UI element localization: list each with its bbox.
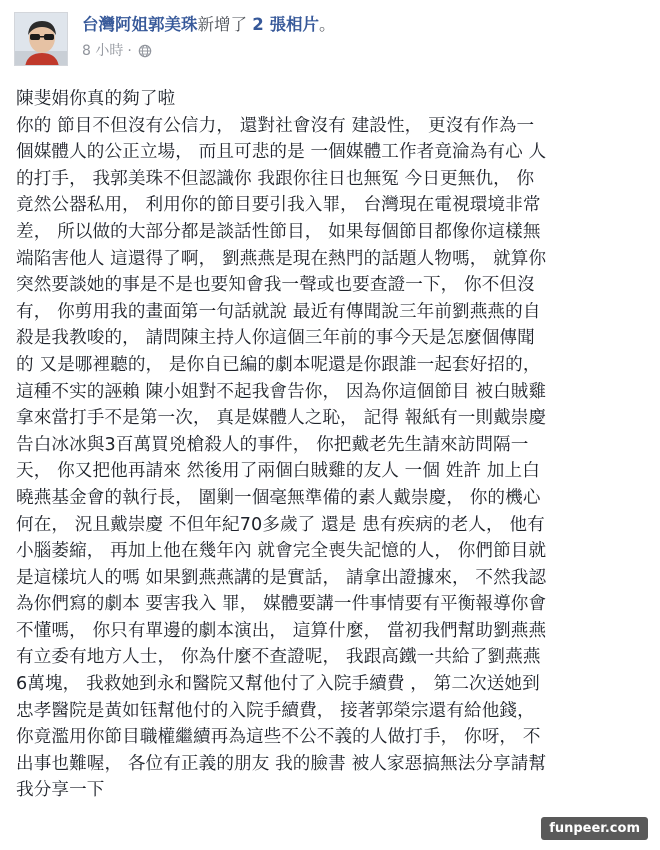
post-body-line: 小腦萎縮， 再加上他在幾年內 就會完全喪失記憶的人， 你們節目就: [16, 541, 547, 562]
post-body-text: [16, 86, 644, 804]
post-body-line: 拿來當打手不是第一次， 真是媒體人之恥， 記得 報紙有一則戴崇慶: [16, 408, 547, 429]
post-action: 新增了: [197, 15, 247, 34]
post-body-line: 個媒體人的公正立場， 而且可悲的是 一個媒體工作者竟淪為有心 人: [16, 142, 547, 163]
post-body-line: 陳斐娟你真的夠了啦: [16, 89, 176, 109]
post-body-line: 突然要談她的事是不是也要知會我一聲或也要查證一下， 你不但沒: [16, 275, 535, 296]
post-body-line: 有， 你剪用我的畫面第一句話就說 最近有傳聞說三年前劉燕燕的自: [16, 301, 541, 322]
post-body-line: 的 又是哪裡聽的， 是你自已編的劇本呢還是你跟誰一起套好招的，: [16, 354, 541, 375]
post-body-line: 差， 所以做的大部分都是談話性節目， 如果每個節目都像你這樣無: [16, 221, 541, 242]
title-period: 。: [318, 15, 336, 34]
photo-count-link[interactable]: 2 張相片: [252, 15, 319, 34]
post-body-line: 我分享一下: [16, 780, 105, 801]
avatar[interactable]: [14, 12, 68, 66]
profile-photo: [15, 13, 68, 66]
post-body-line: 出事也難喔， 各位有正義的朋友 我的臉書 被人家惡搞無法分享請幫: [16, 753, 547, 774]
post-body-line: 這種不实的誣賴 陳小姐對不起我會告你， 因為你這個節目 被白賊雞: [16, 381, 547, 402]
post-meta: [82, 42, 152, 60]
post-body-line: 端陷害他人 這還得了啊， 劉燕燕是現在熱門的話題人物嗎， 就算你: [16, 248, 547, 269]
post-body-line: 何在， 況且戴崇慶 不但年紀70多歲了 還是 患有疾病的老人， 他有: [16, 514, 545, 535]
post-body-line: 告白冰冰與3百萬買兇槍殺人的事件， 你把戴老先生請來訪問隔一: [16, 434, 529, 455]
post-body-line: 你的 節目不但沒有公信力， 還對社會沒有 建設性， 更沒有作為一: [16, 115, 535, 136]
post-body-line: 有立委有地方人士， 你為什麼不查證呢， 我跟高鐵一共給了劉燕燕: [16, 647, 541, 668]
watermark: funpeer.com: [541, 817, 648, 840]
globe-icon[interactable]: [138, 44, 152, 58]
post-body-line: 是這樣坑人的嗎 如果劉燕燕講的是實話， 請拿出證據來， 不然我認: [16, 567, 547, 588]
timestamp[interactable]: 8 小時: [82, 43, 124, 59]
post-body-line: 的打手， 我郭美珠不但認識你 我跟你往日也無冤 今日更無仇， 你: [16, 168, 535, 189]
post-body-line: 曉燕基金會的執行長， 圍剿一個毫無準備的素人戴崇慶， 你的機心: [16, 487, 541, 508]
post-body-line: 竟然公器私用， 利用你的節目要引我入罪， 台灣現在電視環境非常: [16, 195, 541, 216]
post-body-line: 6萬塊， 我救她到永和醫院又幫他付了入院手續費 ， 第二次送她到: [16, 674, 540, 695]
post-title: [82, 14, 335, 36]
post-body-line: 你竟濫用你節目職權繼續再為這些不公不義的人做打手， 你呀， 不: [16, 727, 541, 748]
post-body-line: 忠孝醫院是黃如钰幫他付的入院手續費， 接著郭榮宗還有給他錢，: [16, 700, 535, 721]
meta-separator: ·: [127, 43, 132, 59]
post-header: [14, 12, 646, 68]
post-body-line: 天， 你又把他再請來 然後用了兩個白賊雞的友人 一個 姓許 加上白: [16, 461, 540, 482]
author-name[interactable]: 台灣阿姐郭美珠: [82, 15, 198, 34]
post-body-line: 不懂嗎， 你只有單邊的劇本演出， 這算什麼， 當初我們幫助劉燕燕: [16, 620, 547, 641]
post-body-line: 為你們寫的劇本 要害我入 罪， 媒體要講一件事情要有平衡報導你會: [16, 594, 547, 615]
post-body-line: 殺是我教唆的， 請問陳主持人你這個三年前的事今天是怎麼個傳聞: [16, 328, 535, 349]
